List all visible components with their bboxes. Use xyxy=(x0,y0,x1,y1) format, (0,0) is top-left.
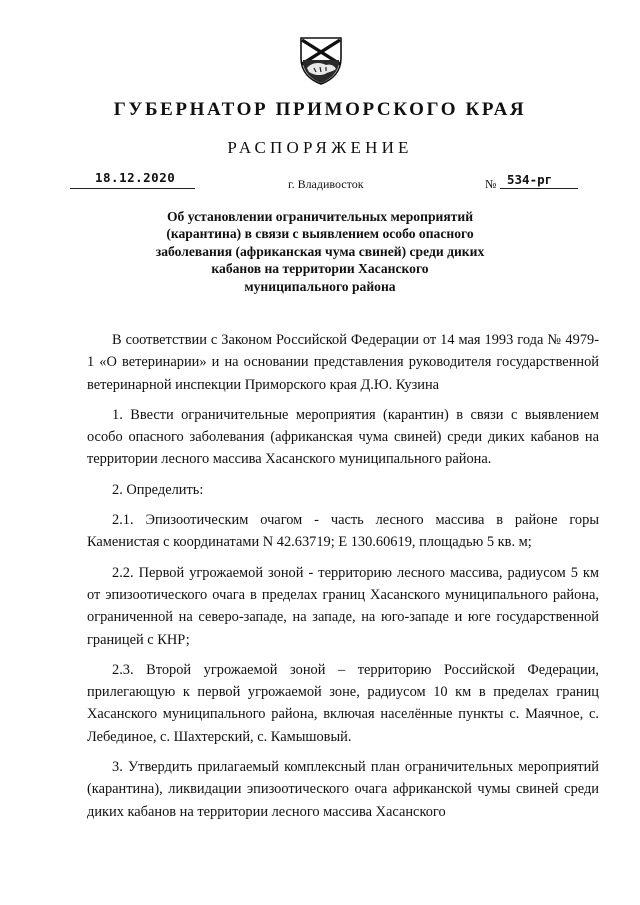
heading-line: муниципального района xyxy=(244,278,396,294)
coat-of-arms-icon xyxy=(298,34,344,86)
heading-line: кабанов на территории Хасанского xyxy=(211,261,429,277)
organization-title: ГУБЕРНАТОР ПРИМОРСКОГО КРАЯ xyxy=(113,99,527,120)
number-underline xyxy=(500,188,578,189)
document-date: 18.12.2020 xyxy=(95,170,176,185)
document-city: г. Владивосток xyxy=(288,177,364,191)
number-sign: № xyxy=(485,177,497,191)
document-heading xyxy=(120,208,520,295)
heading-line: (карантина) в связи с выявлением особо опасного xyxy=(166,226,474,242)
document-type: РАСПОРЯЖЕНИЕ xyxy=(227,138,413,157)
paragraph-2-2: 2.2. Первой угрожаемой зоной - территорию лесного массива, радиусом 5 км от эпизоотического очага в пределах границ Хасанского муниципального района, ограниченной на северо-западе, на западе, на юго-западе и юге государственной границей с КНР; xyxy=(87,564,599,648)
heading-line: заболевания (африканская чума свиней) среди диких xyxy=(155,243,485,259)
paragraph-preamble: В соответствии с Законом Российской Федерации от 14 мая 1993 года № 4979-1 «О ветеринарии» и на основании представления руководителя государственной ветеринарной инспекции Приморского края Д.Ю. Кузина xyxy=(87,332,599,393)
date-underline xyxy=(70,188,195,189)
heading-line: Об установлении ограничительных мероприятий xyxy=(166,209,474,224)
paragraph-2-1: 2.1. Эпизоотическим очагом - часть лесного массива в районе горы Каменистая с координатами N 42.63719; E 130.60619, площадью 5 кв. м; xyxy=(87,512,599,551)
document-body xyxy=(87,329,599,831)
paragraph-2-3: 2.3. Второй угрожаемой зоной – территорию Российской Федерации, прилегающую к первой угрожаемой зоне, радиусом 10 км в пределах границ Хасанского муниципального района, включая населённые пункты с. Маячное, с. Лебединое, с. Шахтерский, с. Камышовый. xyxy=(87,661,599,745)
paragraph-1: 1. Ввести ограничительные мероприятия (карантин) в связи с выявлением особо опасного заболевания (африканская чума свиней) среди диких кабанов на территории лесного массива Хасанского муниципального района. xyxy=(87,406,599,468)
document-number: 534-рг xyxy=(507,172,553,187)
paragraph-2: 2. Определить: xyxy=(112,481,204,498)
paragraph-3: 3. Утвердить прилагаемый комплексный план ограничительных мероприятий (карантина), ликвидации эпизоотического очага африканской чумы свиней среди диких кабанов на территории лесного массива Хасанского xyxy=(87,759,599,820)
